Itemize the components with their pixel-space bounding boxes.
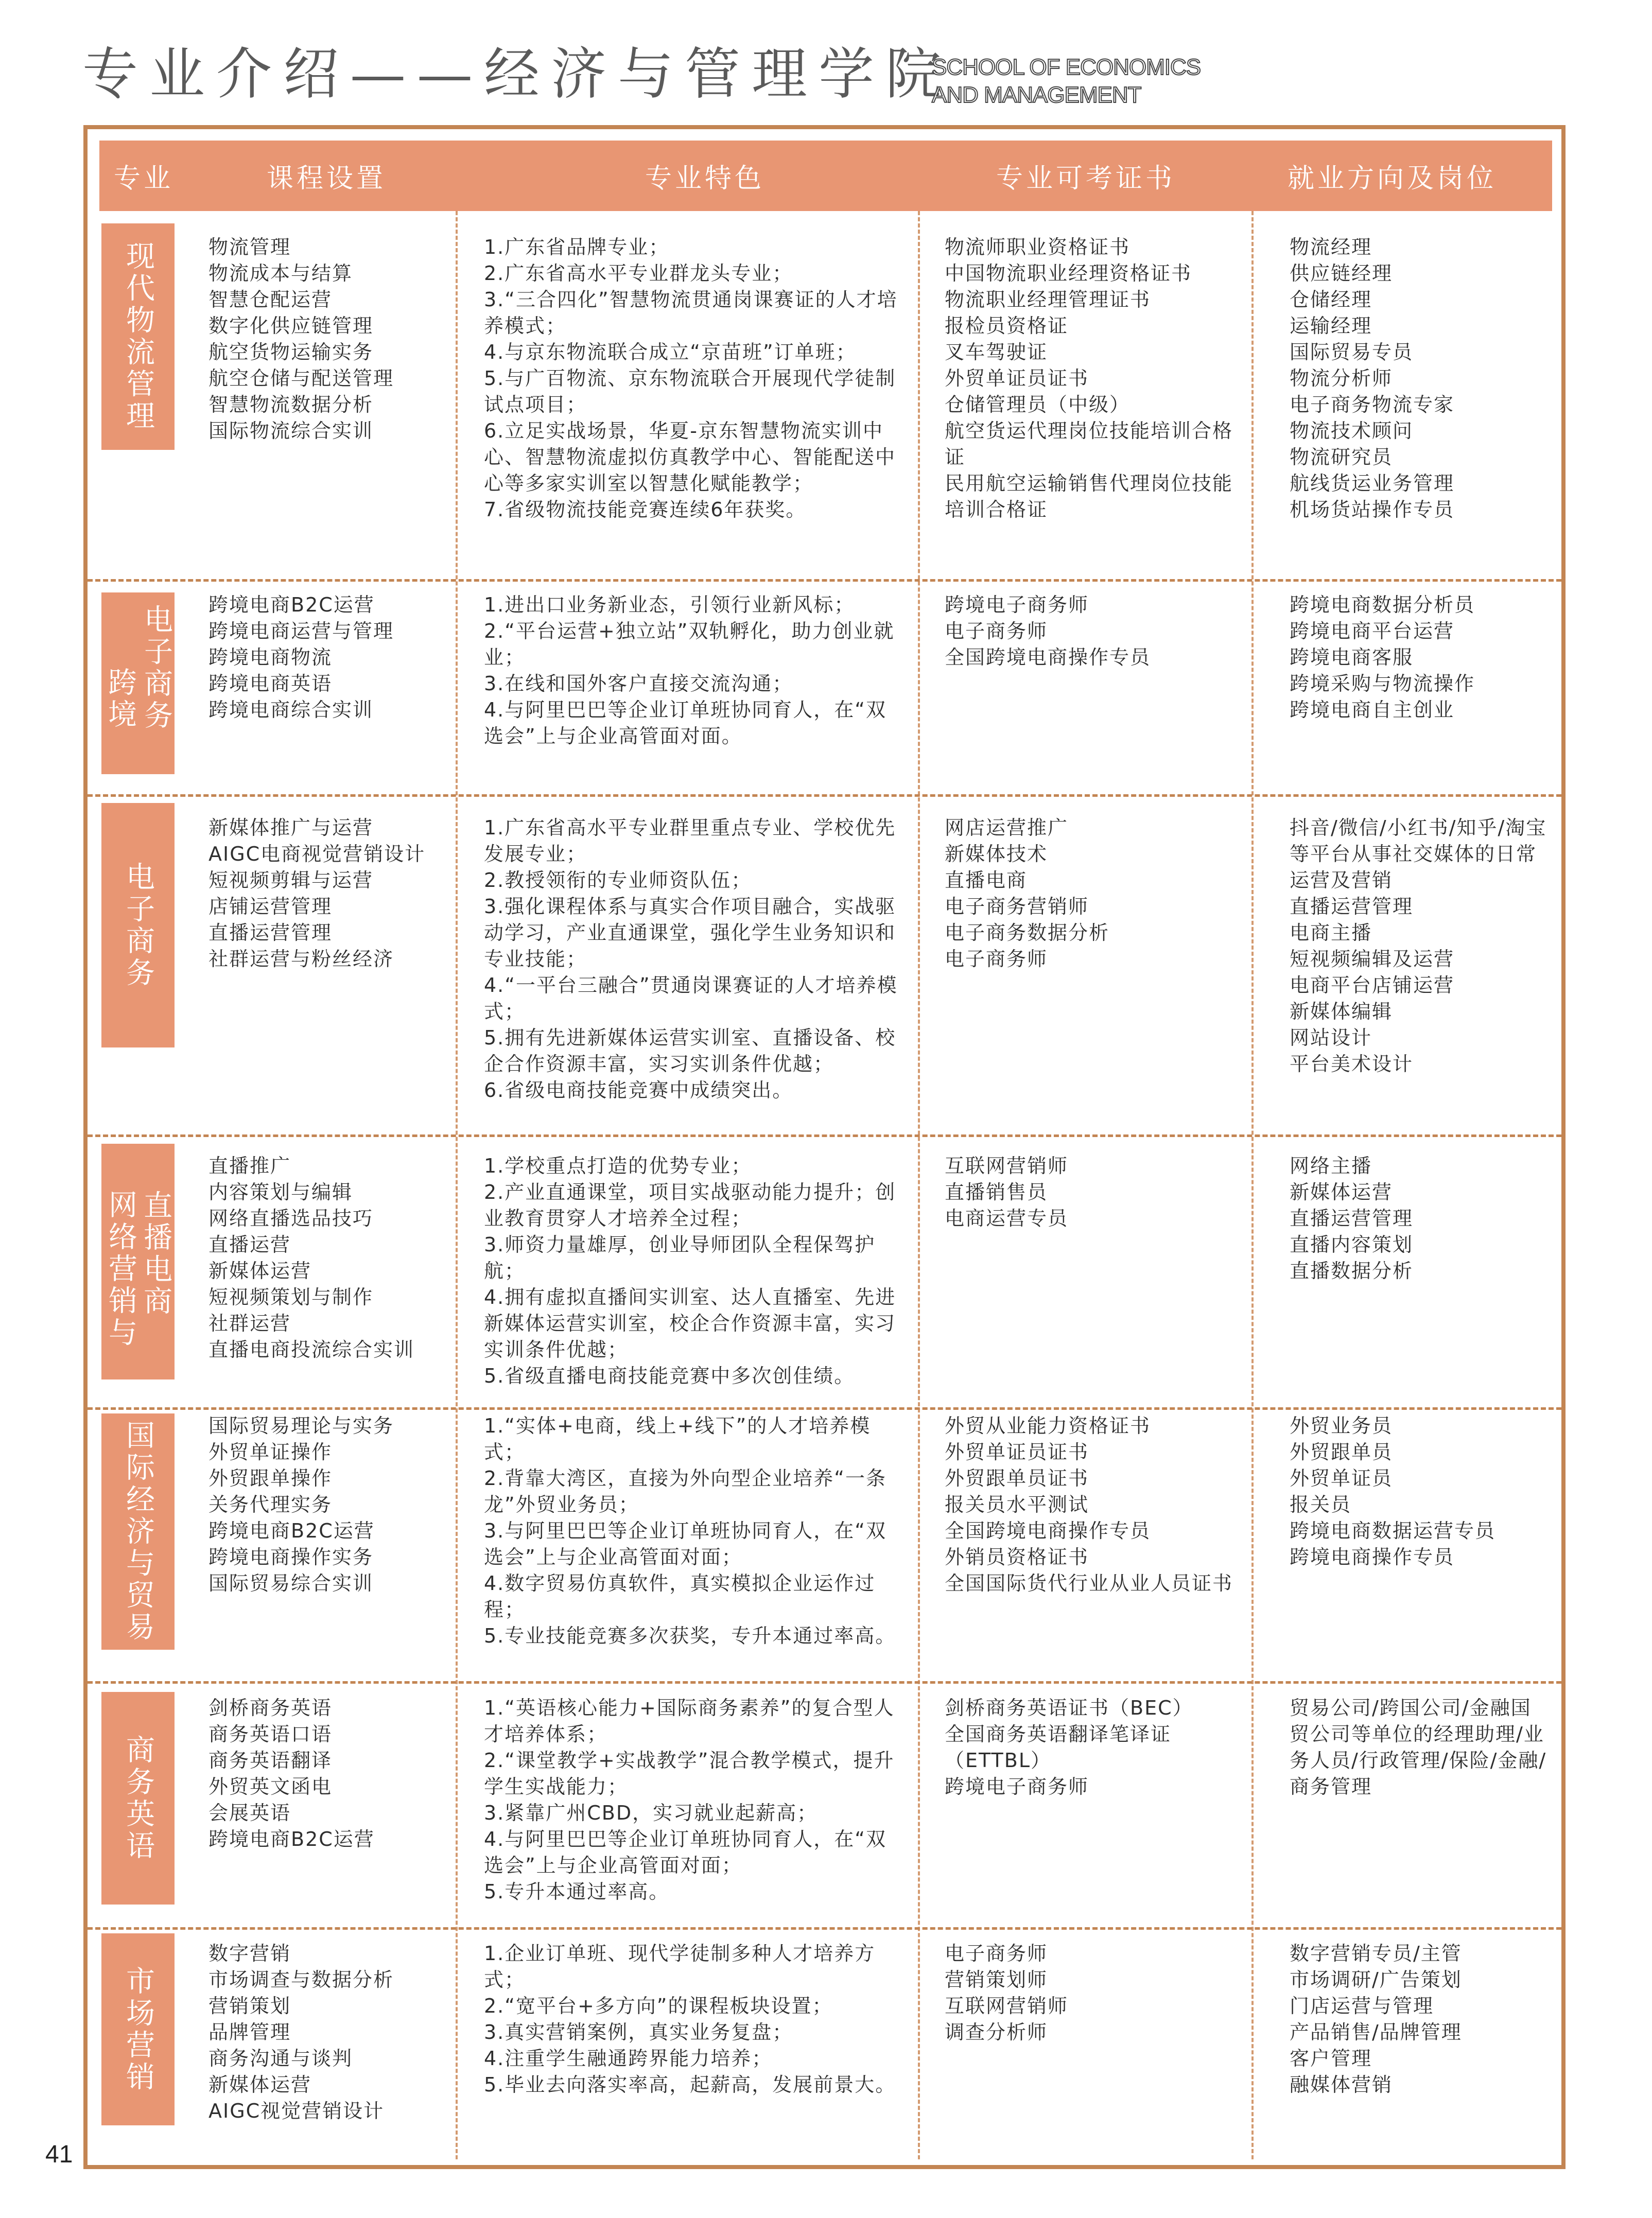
course-item: 数字营销 [208, 1942, 291, 1965]
certificate-item: 全国跨境电商操作专员 [945, 1520, 1151, 1542]
course-item: 国际贸易综合实训 [208, 1572, 374, 1595]
course-item: 航空货物运输实务 [208, 341, 374, 363]
certificates-list [945, 592, 1243, 671]
feature-item: 3.真实营销案例，真实业务复盘； [484, 2021, 793, 2044]
course-item: AIGC电商视觉营销设计 [208, 843, 426, 865]
course-item: 关务代理实务 [208, 1493, 333, 1516]
course-item: 智慧物流数据分析 [208, 393, 374, 416]
course-item: 内容策划与编辑 [208, 1181, 353, 1203]
feature-item: 4.拥有虚拟直播间实训室、达人直播室、先进新媒体运营实训室，校企合作资源丰富，实习实训条件优越； [484, 1286, 896, 1361]
job-item: 运输经理 [1290, 315, 1372, 337]
major-label-marketing [101, 1933, 175, 2125]
major-label-ecommerce [101, 803, 175, 1047]
feature-item: 4.与阿里巴巴等企业订单班协同育人，在“双选会”上与企业高管面对面； [484, 1828, 886, 1877]
courses-list [208, 1153, 450, 1363]
job-item: 直播内容策划 [1290, 1233, 1414, 1256]
features-list [484, 1695, 906, 1905]
course-item: 智慧仓配运营 [208, 288, 333, 311]
course-item: 直播推广 [208, 1155, 291, 1177]
feature-item: 4.“一平台三融合”贯通岗课赛证的人才培养模式； [484, 974, 898, 1023]
courses-list [208, 1413, 450, 1597]
column-divider [1251, 211, 1254, 2159]
certificate-item: 跨境电子商务师 [945, 1775, 1089, 1798]
job-item: 机场货站操作专员 [1290, 498, 1455, 521]
subtitle-line-1: SCHOOL OF ECONOMICS [932, 55, 1201, 80]
features-list [484, 1153, 906, 1389]
course-item: 社群运营与粉丝经济 [208, 948, 394, 970]
feature-item: 5.专升本通过率高。 [484, 1880, 670, 1903]
job-item: 直播运营管理 [1290, 895, 1414, 918]
jobs-list [1290, 1941, 1547, 2098]
feature-item: 2.“宽平台+多方向”的课程板块设置； [484, 1995, 833, 2017]
certificate-item: 外贸单证员证书 [945, 1441, 1089, 1463]
certificate-item: 全国跨境电商操作专员 [945, 646, 1151, 669]
page-subtitle [932, 54, 1201, 109]
course-item: 跨境电商B2C运营 [208, 1828, 375, 1850]
course-item: 跨境电商B2C运营 [208, 593, 375, 616]
course-item: 外贸跟单操作 [208, 1467, 333, 1490]
course-item: 航空仓储与配送管理 [208, 367, 394, 390]
feature-item: 3.强化课程体系与真实合作项目融合，实战驱动学习，产业直通课堂，强化学生业务知识和专业技能； [484, 895, 896, 970]
feature-item: 3.与阿里巴巴等企业订单班协同育人，在“双选会”上与企业高管面对面； [484, 1520, 886, 1568]
course-item: 外贸单证操作 [208, 1441, 333, 1463]
certificate-item: 电商运营专员 [945, 1207, 1069, 1230]
header-courses: 课程设置 [267, 163, 387, 194]
job-item: 物流分析师 [1290, 367, 1393, 390]
job-item: 外贸跟单员 [1290, 1441, 1393, 1463]
feature-item: 2.广东省高水平专业群龙头专业； [484, 262, 793, 285]
course-item: 跨境电商运营与管理 [208, 620, 394, 642]
row-divider [88, 579, 1561, 582]
job-item: 抖音/微信/小红书/知乎/淘宝等平台从事社交媒体的日常运营及营销 [1290, 816, 1547, 892]
subtitle-line-2: AND MANAGEMENT [932, 82, 1141, 108]
job-item: 航线货运业务管理 [1290, 472, 1455, 495]
certificate-item: 物流师职业资格证书 [945, 236, 1131, 258]
major-name-part: 电子商务 [140, 604, 173, 732]
job-item: 国际贸易专员 [1290, 341, 1414, 363]
feature-item: 4.与阿里巴巴等企业订单班协同育人，在“双选会”上与企业高管面对面。 [484, 698, 886, 747]
job-item: 短视频编辑及运营 [1290, 948, 1455, 970]
major-name-part: 跨境 [103, 667, 137, 731]
feature-item: 1.进出口业务新业态，引领行业新风标； [484, 593, 855, 616]
feature-item: 5.专业技能竞赛多次获奖，专升本通过率高。 [484, 1625, 896, 1647]
feature-item: 5.拥有先进新媒体运营实训室、直播设备、校企合作资源丰富，实习实训条件优越； [484, 1026, 896, 1075]
course-item: 跨境电商操作实务 [208, 1546, 374, 1568]
job-item: 数字营销专员/主管 [1290, 1942, 1462, 1965]
job-item: 外贸业务员 [1290, 1414, 1393, 1437]
major-name-part: 网络营销与 [104, 1190, 137, 1349]
course-item: 新媒体推广与运营 [208, 816, 374, 839]
features-list [484, 1941, 906, 2098]
job-item: 供应链经理 [1290, 262, 1393, 285]
feature-item: 1.广东省品牌专业； [484, 236, 670, 258]
course-item: 跨境电商物流 [208, 646, 333, 669]
certificate-item: 电子商务师 [945, 620, 1048, 642]
feature-item: 3.“三合四化”智慧物流贯通岗课赛证的人才培养模式； [484, 288, 898, 337]
job-item: 物流经理 [1290, 236, 1372, 258]
certificate-item: 民用航空运输销售代理岗位技能培训合格证 [945, 472, 1233, 521]
certificate-item: 剑桥商务英语证书（BEC） [945, 1697, 1193, 1719]
courses-list [208, 1695, 450, 1853]
job-item: 门店运营与管理 [1290, 1995, 1434, 2017]
feature-item: 3.在线和国外客户直接交流沟通； [484, 672, 793, 695]
page-number: 41 [45, 2141, 73, 2168]
course-item: 跨境电商B2C运营 [208, 1520, 375, 1542]
job-item: 跨境电商平台运营 [1290, 620, 1455, 642]
course-item: 直播运营 [208, 1233, 291, 1256]
course-item: 市场调查与数据分析 [208, 1968, 394, 1991]
feature-item: 5.与广百物流、京东物流联合开展现代学徒制试点项目； [484, 367, 896, 416]
course-item: 直播电商投流综合实训 [208, 1338, 415, 1361]
course-item: 品牌管理 [208, 2021, 291, 2044]
course-item: 国际物流综合实训 [208, 420, 374, 442]
feature-item: 4.与京东物流联合成立“京苗班”订单班； [484, 341, 857, 363]
course-item: 商务沟通与谈判 [208, 2047, 353, 2070]
header-certificates: 专业可考证书 [996, 163, 1176, 194]
job-item: 产品销售/品牌管理 [1290, 2021, 1462, 2044]
major-label-cross-border-ecommerce [101, 592, 175, 774]
major-name: 商务英语 [121, 1734, 155, 1862]
job-item: 跨境电商客服 [1290, 646, 1414, 669]
certificate-item: 营销策划师 [945, 1968, 1048, 1991]
job-item: 电商平台店铺运营 [1290, 974, 1455, 997]
job-item: 报关员 [1290, 1493, 1352, 1516]
course-item: 新媒体运营 [208, 1260, 312, 1282]
certificate-item: 外贸跟单员证书 [945, 1467, 1089, 1490]
feature-item: 2.产业直通课堂，项目实战驱动能力提升；创业教育贯穿人才培养全过程； [484, 1181, 896, 1230]
job-item: 平台美术设计 [1290, 1053, 1414, 1075]
feature-item: 6.立足实战场景，华夏-京东智慧物流实训中心、智慧物流虚拟仿真教学中心、智能配送中心等多家实训室以智慧化赋能教学； [484, 420, 896, 495]
course-item: 外贸英文函电 [208, 1775, 333, 1798]
certificate-item: 电子商务数据分析 [945, 921, 1110, 944]
certificates-list [945, 815, 1243, 972]
major-label-live-ecommerce [101, 1144, 175, 1379]
column-divider [918, 211, 920, 2159]
row-divider [88, 1681, 1561, 1684]
course-item: 国际贸易理论与实务 [208, 1414, 394, 1437]
course-item: 跨境电商综合实训 [208, 698, 374, 721]
feature-item: 2.背靠大湾区，直接为外向型企业培养“一条龙”外贸业务员； [484, 1467, 886, 1516]
certificate-item: 互联网营销师 [945, 1155, 1069, 1177]
page-header [82, 36, 952, 113]
job-item: 跨境电商数据分析员 [1290, 593, 1475, 616]
jobs-list [1290, 815, 1547, 1077]
jobs-list [1290, 1695, 1547, 1800]
course-item: 物流成本与结算 [208, 262, 353, 285]
course-item: 网络直播选品技巧 [208, 1207, 374, 1230]
row-divider [88, 1927, 1561, 1930]
job-item: 新媒体编辑 [1290, 1000, 1393, 1023]
job-item: 直播数据分析 [1290, 1260, 1414, 1282]
certificate-item: 电子商务师 [945, 1942, 1048, 1965]
feature-item: 7.省级物流技能竞赛连续6年获奖。 [484, 498, 807, 521]
feature-item: 3.师资力量雄厚，创业导师团队全程保驾护航； [484, 1233, 876, 1282]
job-item: 网络主播 [1290, 1155, 1372, 1177]
major-name-part: 直播电商 [139, 1190, 172, 1318]
features-list [484, 234, 906, 523]
course-item: 短视频策划与制作 [208, 1286, 374, 1308]
feature-item: 4.数字贸易仿真软件，真实模拟企业运作过程； [484, 1572, 876, 1621]
certificate-item: 新媒体技术 [945, 843, 1048, 865]
jobs-list [1290, 1413, 1547, 1570]
feature-item: 2.教授领衔的专业师资队伍； [484, 869, 752, 892]
certificate-item: 报检员资格证 [945, 315, 1069, 337]
job-item: 跨境电商自主创业 [1290, 698, 1455, 721]
course-item: 跨境电商英语 [208, 672, 333, 695]
features-list [484, 815, 906, 1104]
courses-list [208, 234, 450, 444]
courses-list [208, 815, 450, 972]
table-header [99, 141, 1552, 211]
certificate-item: 外贸从业能力资格证书 [945, 1414, 1151, 1437]
features-list [484, 1413, 906, 1649]
job-item: 贸易公司/跨国公司/金融国贸公司等单位的经理助理/业务人员/行政管理/保险/金融/商务管理 [1290, 1697, 1547, 1798]
page-title: 专业介绍——经济与管理学院 [82, 42, 953, 107]
job-item: 跨境电商操作专员 [1290, 1546, 1455, 1568]
course-item: 短视频剪辑与运营 [208, 869, 374, 892]
certificate-item: 外贸单证员证书 [945, 367, 1089, 390]
major-name: 国际经济与贸易 [121, 1420, 155, 1644]
certificate-item: 航空货运代理岗位技能培训合格证 [945, 420, 1233, 468]
certificates-list [945, 1941, 1243, 2046]
feature-item: 1.“英语核心能力+国际商务素养”的复合型人才培养体系； [484, 1697, 895, 1745]
major-name: 电子商务 [121, 861, 155, 989]
feature-item: 3.紧靠广州CBD，实习就业起薪高； [484, 1802, 818, 1824]
courses-list [208, 592, 450, 723]
feature-item: 2.“课堂教学+实战教学”混合教学模式，提升学生实战能力； [484, 1749, 895, 1798]
job-item: 物流技术顾问 [1290, 420, 1414, 442]
certificates-list [945, 1153, 1243, 1232]
job-item: 物流研究员 [1290, 446, 1393, 468]
job-item: 跨境采购与物流操作 [1290, 672, 1475, 695]
feature-item: 4.注重学生融通跨界能力培养； [484, 2047, 773, 2070]
feature-item: 1.学校重点打造的优势专业； [484, 1155, 752, 1177]
certificate-item: 叉车驾驶证 [945, 341, 1048, 363]
certificate-item: 直播销售员 [945, 1181, 1048, 1203]
course-item: 商务英语口语 [208, 1723, 333, 1745]
certificate-item: 全国商务英语翻译笔译证（ETTBL） [945, 1723, 1172, 1772]
certificates-list [945, 1413, 1243, 1597]
course-item: 店铺运营管理 [208, 895, 333, 918]
certificate-item: 物流职业经理管理证书 [945, 288, 1151, 311]
certificate-item: 报关员水平测试 [945, 1493, 1089, 1516]
feature-item: 5.省级直播电商技能竞赛中多次创佳绩。 [484, 1365, 855, 1387]
course-item: 商务英语翻译 [208, 1749, 333, 1772]
courses-list [208, 1941, 450, 2124]
jobs-list [1290, 1153, 1547, 1284]
certificate-item: 全国国际货代行业从业人员证书 [945, 1572, 1233, 1595]
job-item: 电子商务物流专家 [1290, 393, 1455, 416]
feature-item: 1.广东省高水平专业群里重点专业、学校优先发展专业； [484, 816, 896, 865]
feature-item: 1.“实体+电商，线上+线下”的人才培养模式； [484, 1414, 871, 1463]
jobs-list [1290, 592, 1547, 723]
row-divider [88, 1407, 1561, 1410]
certificates-list [945, 234, 1243, 523]
job-item: 仓储经理 [1290, 288, 1372, 311]
course-item: 物流管理 [208, 236, 291, 258]
feature-item: 6.省级电商技能竞赛中成绩突出。 [484, 1079, 793, 1102]
job-item: 电商主播 [1290, 921, 1372, 944]
certificate-item: 仓储管理员（中级） [945, 393, 1131, 416]
major-label-logistics [101, 223, 175, 450]
course-item: 直播运营管理 [208, 921, 333, 944]
feature-item: 5.毕业去向落实率高，起薪高，发展前景大。 [484, 2073, 896, 2096]
row-divider [88, 1134, 1561, 1137]
job-item: 融媒体营销 [1290, 2073, 1393, 2096]
job-item: 直播运营管理 [1290, 1207, 1414, 1230]
header-features: 专业特色 [645, 163, 765, 194]
jobs-list [1290, 234, 1547, 523]
course-item: 社群运营 [208, 1312, 291, 1335]
course-item: 剑桥商务英语 [208, 1697, 333, 1719]
job-item: 新媒体运营 [1290, 1181, 1393, 1203]
certificate-item: 电子商务营销师 [945, 895, 1089, 918]
certificate-item: 中国物流职业经理资格证书 [945, 262, 1192, 285]
column-divider [456, 211, 458, 2159]
certificates-list [945, 1695, 1243, 1800]
feature-item: 2.“平台运营+独立站”双轨孵化，助力创业就业； [484, 620, 895, 669]
certificate-item: 直播电商 [945, 869, 1028, 892]
course-item: 新媒体运营 [208, 2073, 312, 2096]
certificate-item: 互联网营销师 [945, 1995, 1069, 2017]
header-major: 专业 [114, 163, 174, 194]
row-divider [88, 794, 1561, 797]
certificate-item: 外销员资格证书 [945, 1546, 1089, 1568]
major-label-business-english [101, 1692, 175, 1905]
job-item: 跨境电商数据运营专员 [1290, 1520, 1496, 1542]
course-item: 数字化供应链管理 [208, 315, 374, 337]
major-name: 现代物流管理 [121, 241, 155, 432]
certificate-item: 调查分析师 [945, 2021, 1048, 2044]
certificate-item: 网店运营推广 [945, 816, 1069, 839]
course-item: 营销策划 [208, 1995, 291, 2017]
certificate-item: 电子商务师 [945, 948, 1048, 970]
feature-item: 1.企业订单班、现代学徒制多种人才培养方式； [484, 1942, 876, 1991]
job-item: 市场调研/广告策划 [1290, 1968, 1462, 1991]
course-item: 会展英语 [208, 1802, 291, 1824]
header-jobs: 就业方向及岗位 [1288, 163, 1497, 194]
major-name: 市场营销 [121, 1965, 155, 2093]
job-item: 网站设计 [1290, 1026, 1372, 1049]
job-item: 外贸单证员 [1290, 1467, 1393, 1490]
major-label-international-trade [101, 1413, 175, 1650]
job-item: 客户管理 [1290, 2047, 1372, 2070]
certificate-item: 跨境电子商务师 [945, 593, 1089, 616]
course-item: AIGC视觉营销设计 [208, 2100, 385, 2122]
features-list [484, 592, 906, 749]
